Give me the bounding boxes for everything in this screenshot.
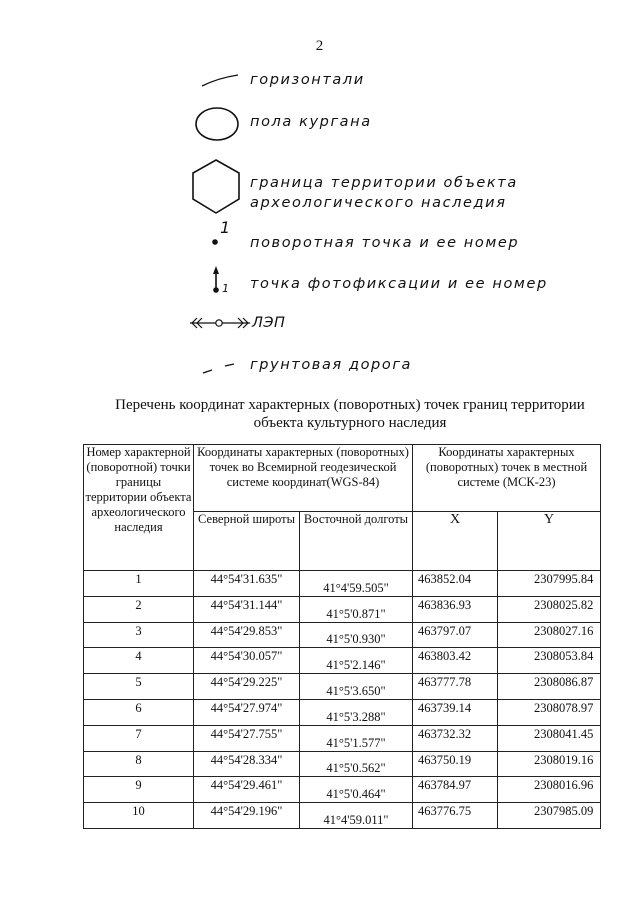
header-longitude: Восточной долготы [300, 512, 413, 571]
cell-longitude: 41°5'0.930" [300, 622, 413, 648]
cell-y: 2308025.82 [498, 596, 601, 622]
cell-latitude: 44°54'29.461" [194, 777, 300, 803]
cell-y: 2308041.45 [498, 725, 601, 751]
cell-x: 463803.42 [413, 648, 498, 674]
cell-y: 2308086.87 [498, 674, 601, 700]
table-row [84, 777, 601, 803]
cell-longitude: 41°5'0.871" [300, 596, 413, 622]
turn-point-dot-icon [210, 237, 220, 247]
kurgan-ellipse-icon [194, 106, 242, 142]
table-row [84, 571, 601, 597]
cell-latitude: 44°54'29.196" [194, 803, 300, 829]
cell-x: 463784.97 [413, 777, 498, 803]
table-title-line-2: объекта культурного наследия [253, 415, 447, 431]
photo-point-arrow-icon [209, 265, 223, 295]
header-x: X [413, 512, 498, 571]
cell-number: 7 [84, 725, 194, 751]
cell-latitude: 44°54'30.057" [194, 648, 300, 674]
boundary-hexagon-icon [190, 158, 242, 216]
cell-x: 463732.32 [413, 725, 498, 751]
legend-dirt-road-label: грунтовая дорога [250, 357, 413, 373]
cell-number: 2 [84, 596, 194, 622]
legend-boundary-label-1: граница территории объекта [250, 175, 518, 191]
cell-x: 463836.93 [413, 596, 498, 622]
coordinates-table [83, 444, 601, 829]
cell-longitude: 41°5'0.562" [300, 751, 413, 777]
cell-latitude: 44°54'29.853" [194, 622, 300, 648]
cell-number: 6 [84, 699, 194, 725]
table-row [84, 622, 601, 648]
cell-x: 463852.04 [413, 571, 498, 597]
cell-y: 2308053.84 [498, 648, 601, 674]
photo-point-number: 1 [222, 282, 229, 295]
turn-point-number: 1 [220, 218, 232, 237]
cell-number: 3 [84, 622, 194, 648]
legend-boundary-label-2: археологического наследия [250, 195, 507, 211]
cell-longitude: 41°5'3.288" [300, 699, 413, 725]
cell-longitude: 41°5'2.146" [300, 648, 413, 674]
cell-latitude: 44°54'28.334" [194, 751, 300, 777]
table-row [84, 803, 601, 829]
cell-latitude: 44°54'31.635" [194, 571, 300, 597]
cell-y: 2308016.96 [498, 777, 601, 803]
cell-latitude: 44°54'31.144" [194, 596, 300, 622]
header-msk23: Координаты характерных (поворотных) точек в местной системе (МСК-23) [413, 445, 601, 512]
cell-latitude: 44°54'29.225" [194, 674, 300, 700]
cell-y: 2308078.97 [498, 699, 601, 725]
cell-latitude: 44°54'27.755" [194, 725, 300, 751]
cell-x: 463777.78 [413, 674, 498, 700]
page-number: 2 [315, 38, 324, 54]
table-title-line-1: Перечень координат характерных (поворотных) точек границ территории [115, 397, 585, 413]
legend-photo-point-label: точка фотофиксации и ее номер [250, 276, 548, 292]
cell-longitude: 41°5'0.464" [300, 777, 413, 803]
table-row [84, 674, 601, 700]
legend-contour-label: горизонтали [250, 72, 365, 88]
cell-number: 9 [84, 777, 194, 803]
header-wgs84: Координаты характерных (поворотных) точек во Всемирной геодезической системе координат(WGS-84) [194, 445, 413, 512]
cell-x: 463797.07 [413, 622, 498, 648]
table-row [84, 725, 601, 751]
cell-number: 10 [84, 803, 194, 829]
header-latitude: Северной широты [194, 512, 300, 571]
table-row [84, 751, 601, 777]
cell-latitude: 44°54'27.974" [194, 699, 300, 725]
contour-line-icon [200, 72, 240, 88]
cell-x: 463739.14 [413, 699, 498, 725]
legend-kurgan-label: пола кургана [250, 114, 372, 130]
cell-number: 1 [84, 571, 194, 597]
table-row [84, 648, 601, 674]
cell-y: 2307995.84 [498, 571, 601, 597]
legend-turn-point-label: поворотная точка и ее номер [250, 235, 520, 251]
header-y: Y [498, 512, 601, 571]
cell-x: 463776.75 [413, 803, 498, 829]
cell-y: 2308019.16 [498, 751, 601, 777]
cell-longitude: 41°5'1.577" [300, 725, 413, 751]
cell-number: 8 [84, 751, 194, 777]
cell-longitude: 41°4'59.505" [300, 571, 413, 597]
cell-number: 5 [84, 674, 194, 700]
table-row [84, 699, 601, 725]
cell-y: 2307985.09 [498, 803, 601, 829]
legend-power-line-label: ЛЭП [252, 315, 286, 331]
cell-y: 2308027.16 [498, 622, 601, 648]
power-line-icon [188, 316, 252, 330]
cell-longitude: 41°4'59.011" [300, 803, 413, 829]
cell-longitude: 41°5'3.650" [300, 674, 413, 700]
cell-x: 463750.19 [413, 751, 498, 777]
cell-number: 4 [84, 648, 194, 674]
table-row [84, 596, 601, 622]
dirt-road-icon [200, 360, 240, 376]
header-point-number: Номер характерной (поворотной) точки границы территории объекта археологического наследия [84, 445, 194, 571]
